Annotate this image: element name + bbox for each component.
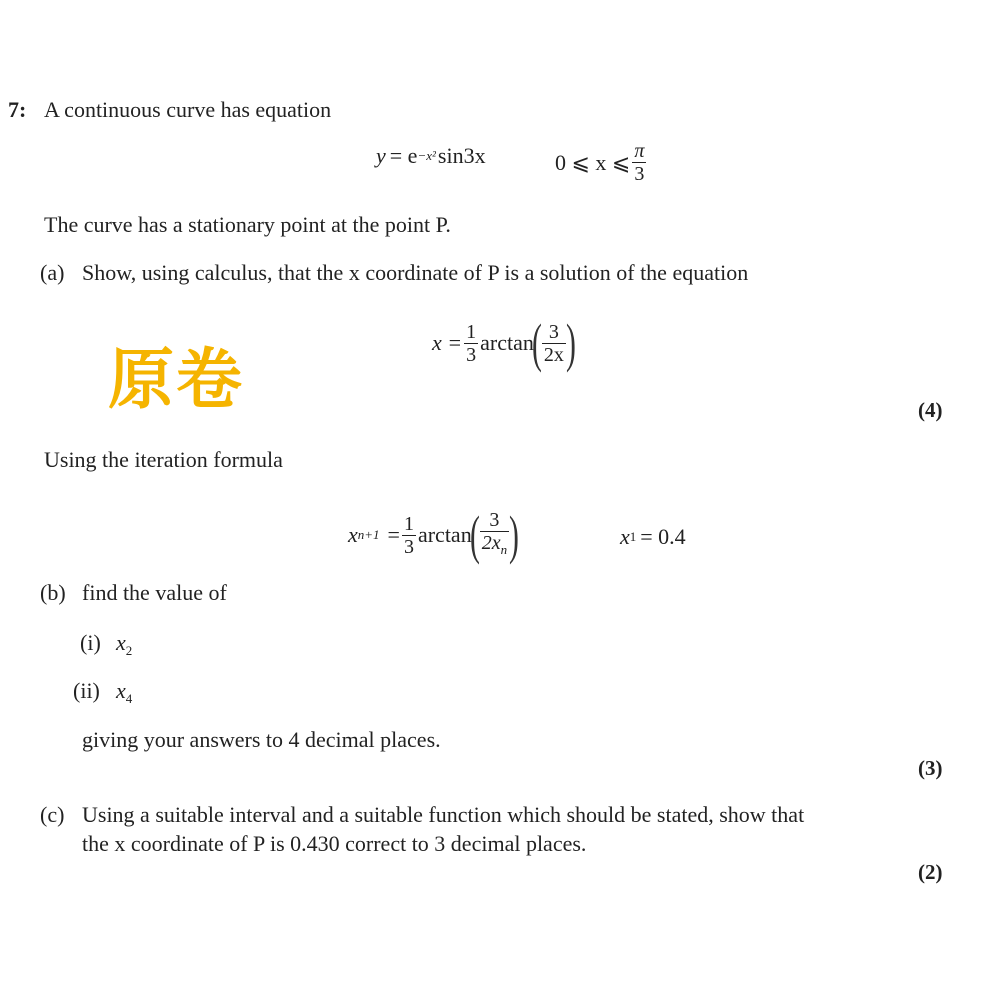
eq-a-frac-num: 1 [466, 320, 477, 343]
iter-frac-den: 3 [403, 535, 414, 558]
eq-a-lhs: x = [432, 330, 463, 355]
part-b-text: find the value of [82, 580, 227, 605]
right-paren: ) [509, 505, 520, 565]
iter-inner-num: 3 [489, 509, 500, 531]
iter-func: arctan [417, 522, 472, 547]
part-a-label: (a) [40, 260, 65, 285]
part-b-i-label: (i) [80, 630, 101, 655]
eq-a-inner-den: 2x [543, 343, 564, 366]
part-b-label: (b) [40, 580, 66, 605]
iter-inner-den-sub: n [500, 542, 508, 557]
eq-a-func: arctan [480, 330, 534, 355]
part-a-equation [432, 313, 576, 373]
part-b-ii-var: x [116, 678, 126, 703]
iter-equals: = [387, 522, 400, 547]
init-sub: 1 [629, 529, 637, 544]
iter-lhs-sub: n+1 [357, 527, 380, 542]
iter-inner-fraction [480, 509, 509, 561]
stationary-statement: The curve has a stationary point at the point P. [44, 212, 451, 237]
init-var: x [620, 524, 630, 549]
domain-fraction [632, 140, 646, 185]
eq-a-fraction [464, 321, 478, 366]
iter-fraction [402, 513, 416, 558]
iteration-equation [348, 505, 520, 565]
curve-exponent: −x² [417, 148, 436, 163]
eq-a-inner-num: 3 [548, 320, 559, 343]
part-b-ii-expr [116, 678, 132, 712]
part-b-marks: (3) [918, 756, 943, 780]
part-b-i-sub: 2 [125, 643, 133, 658]
part-b-ii-label: (ii) [73, 678, 100, 703]
part-c-line2: the x coordinate of P is 0.430 correct to 3 decimal places. [82, 831, 587, 856]
iter-inner-den-var: 2x [481, 532, 501, 554]
question-intro: A continuous curve has equation [44, 97, 332, 122]
curve-equation [376, 143, 486, 169]
part-b-i-expr [116, 630, 132, 664]
curve-domain [555, 140, 648, 185]
domain-num: π [634, 140, 645, 162]
part-c-label: (c) [40, 802, 65, 827]
part-c-line1: Using a suitable interval and a suitable function which should be stated, show that [82, 802, 805, 827]
part-b-instruction: giving your answers to 4 decimal places. [82, 727, 441, 752]
iteration-intro: Using the iteration formula [44, 447, 283, 472]
iter-frac-num: 1 [403, 512, 414, 535]
question-number: 7: [8, 97, 27, 122]
part-a-text: Show, using calculus, that the x coordinate of P is a solution of the equation [82, 260, 749, 285]
right-paren: ) [565, 313, 576, 373]
watermark-stamp: 原卷 [108, 341, 244, 418]
part-b-i-var: x [116, 630, 126, 655]
part-a-marks: (4) [918, 398, 943, 422]
left-paren: ( [531, 313, 542, 373]
iter-inner-den [480, 531, 509, 561]
iter-lhs-var: x [348, 522, 358, 547]
iteration-initial [620, 524, 686, 550]
curve-y: y [376, 143, 386, 168]
part-c-marks: (2) [918, 860, 943, 884]
curve-func: sin3x [437, 143, 486, 168]
init-value: = 0.4 [640, 524, 686, 549]
domain-left: 0 ⩽ x ⩽ [555, 149, 631, 175]
curve-equals-e: = e [389, 143, 418, 168]
part-b-ii-sub: 4 [125, 691, 133, 706]
domain-den: 3 [634, 163, 645, 185]
eq-a-inner-fraction [542, 321, 566, 366]
eq-a-frac-den: 3 [466, 343, 477, 366]
left-paren: ( [469, 505, 480, 565]
